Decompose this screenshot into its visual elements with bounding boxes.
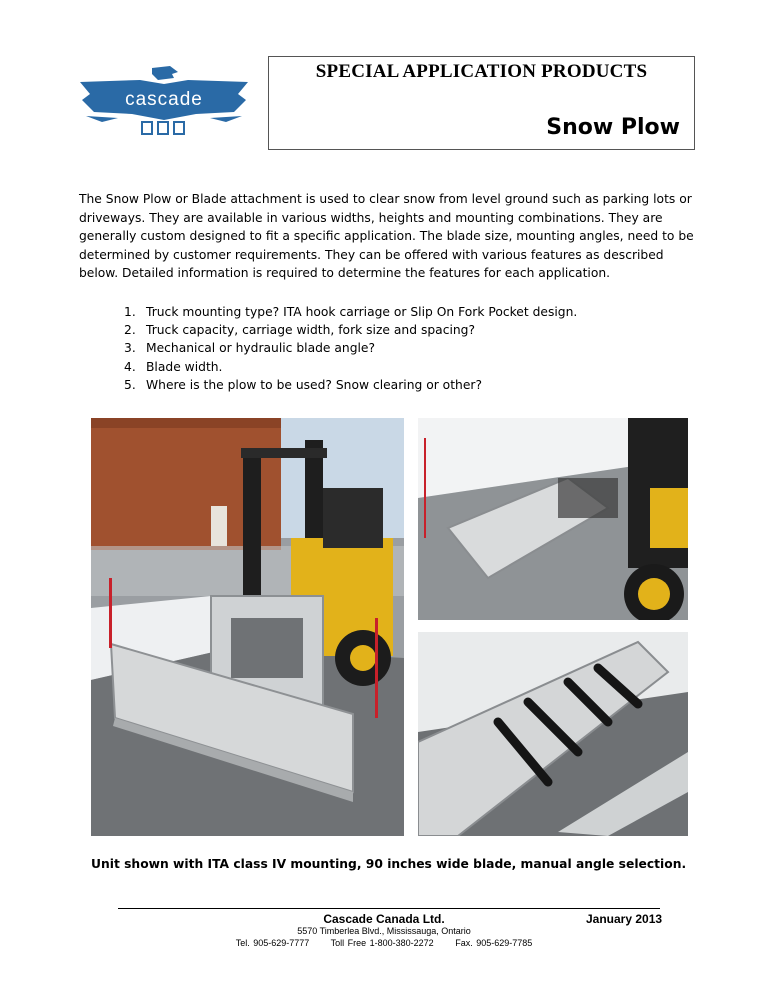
footer-fax: Fax. 905-629-7785: [455, 938, 533, 948]
list-item: 4. Blade width.: [124, 359, 223, 374]
cascade-logo: [78, 64, 250, 138]
requirements-list: [124, 303, 577, 394]
footer-toll-free: Toll Free 1-800-380-2272: [330, 938, 434, 948]
plow-spring-mount-detail-photo: [418, 632, 688, 836]
list-item: 3. Mechanical or hydraulic blade angle?: [124, 341, 376, 356]
footer-divider: [118, 908, 660, 909]
product-name: Snow Plow: [546, 115, 680, 140]
header-box: [268, 56, 695, 150]
plow-blade-side-view-photo: [418, 418, 688, 620]
svg-text:cascade: cascade: [125, 89, 203, 110]
list-item: 5. Where is the plow to be used? Snow clearing or other?: [124, 377, 482, 392]
footer-company: Cascade Canada Ltd.: [323, 912, 445, 926]
footer-tel: Tel. 905-629-7777: [235, 938, 310, 948]
footer-date: January 2013: [586, 912, 663, 926]
list-item: 1. Truck mounting type? ITA hook carriage or Slip On Fork Pocket design.: [124, 305, 578, 319]
photo-caption: Unit shown with ITA class IV mounting, 90 inches wide blade, manual angle selection.: [91, 857, 687, 871]
list-item: 2. Truck capacity, carriage width, fork size and spacing?: [124, 323, 475, 338]
footer-contact: [0, 938, 768, 948]
footer-address: 5570 Timberlea Blvd., Mississauga, Ontario: [297, 926, 471, 936]
intro-paragraph: The Snow Plow or Blade attachment is used to clear snow from level ground such as parking lots or driveways. They are available in various widths, heights and mounting combinations. They are generally custom designed to fit a specific application. The blade size, mounting angles, need to be determined by customer requirements. They can be offered with various features as described below. Detailed information is required to determine the features for each application.: [79, 192, 694, 281]
forklift-with-snow-plow-photo: [91, 418, 404, 836]
page-title: SPECIAL APPLICATION PRODUCTS: [315, 61, 648, 82]
